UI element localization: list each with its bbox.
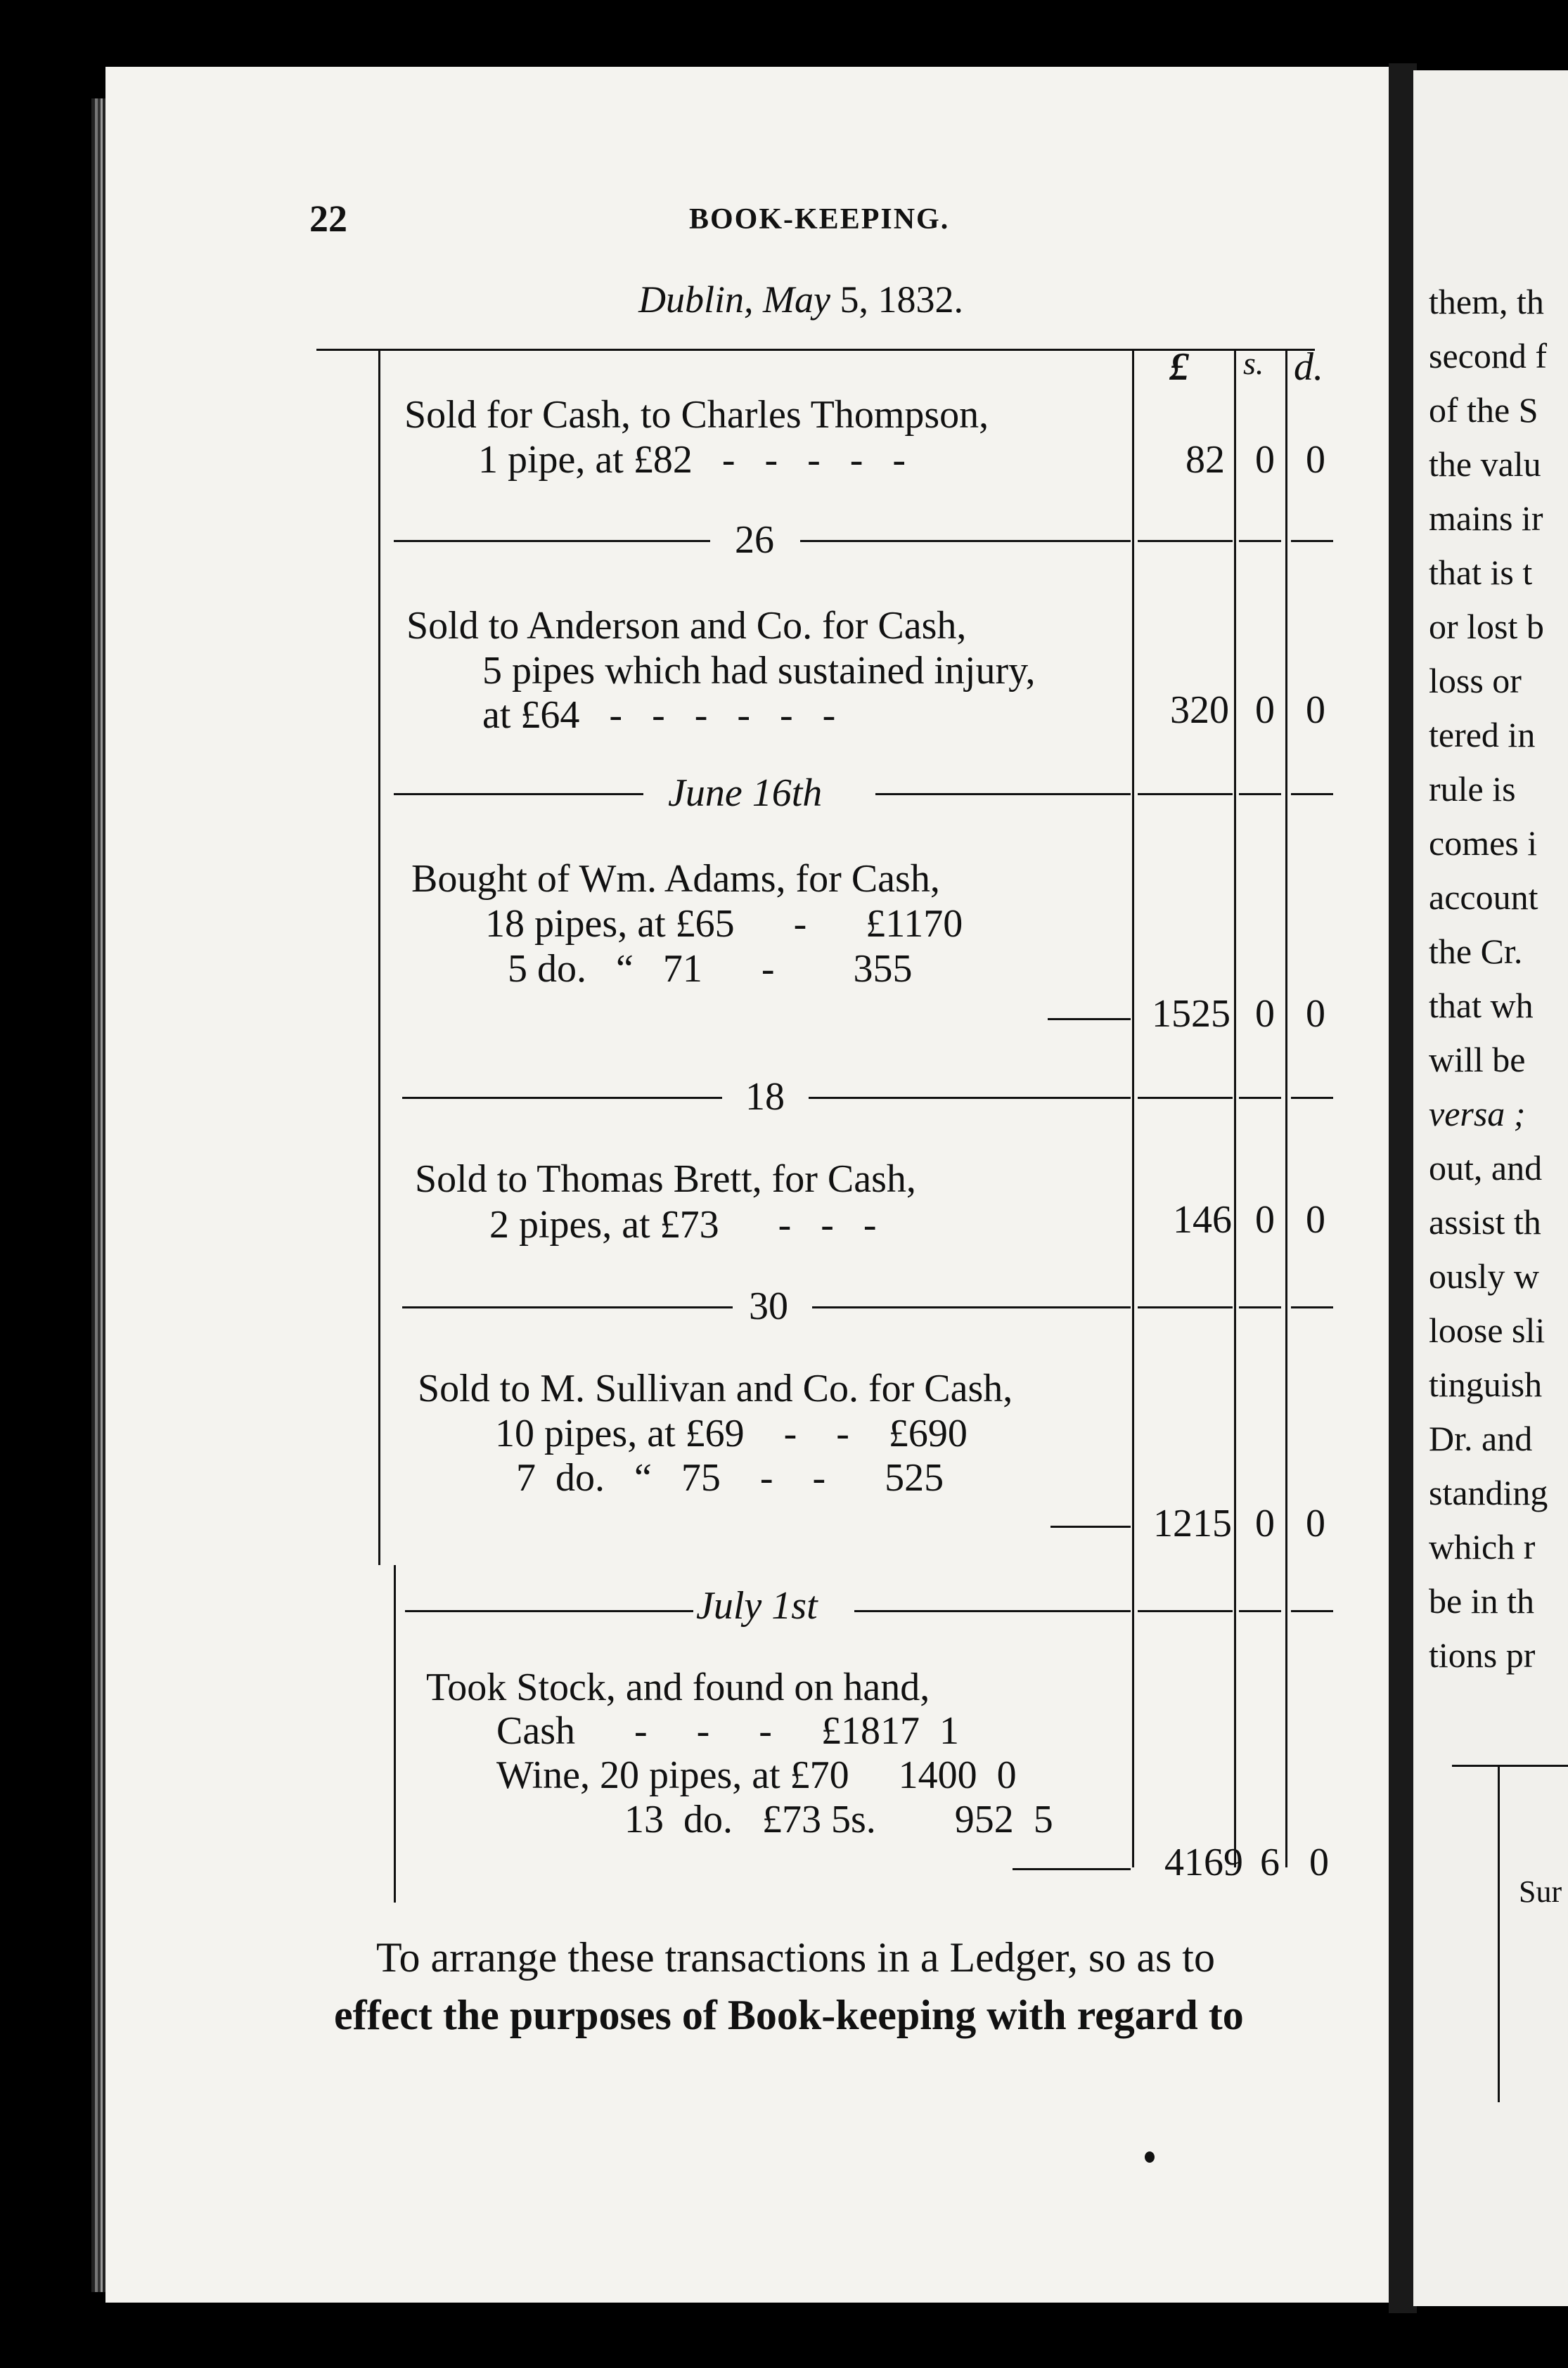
pence-column-rule: [1285, 349, 1287, 1867]
date-rule: [809, 1097, 1131, 1099]
date-rule: [1291, 1306, 1333, 1308]
dateline-city: Dublin,: [638, 278, 754, 321]
entry-line: 18 pipes, at £65 - £1170: [485, 902, 963, 946]
date-rule: [1239, 1610, 1281, 1612]
entry-pounds: 1525: [1152, 992, 1230, 1036]
facing-line: of the S: [1429, 390, 1538, 430]
facing-line: Sur: [1519, 1874, 1562, 1909]
page-gutter: [1389, 63, 1417, 2313]
entry-line: 7 do. “ 75 - - 525: [516, 1456, 944, 1500]
entry-line: 5 pipes which had sustained injury,: [482, 649, 1036, 693]
date-rule: [394, 540, 710, 542]
date-rule: [875, 793, 1131, 795]
facing-line: versa ;: [1429, 1094, 1526, 1133]
date-rule: [1291, 1610, 1333, 1612]
entry-line: Sold to M. Sullivan and Co. for Cash,: [418, 1367, 1013, 1410]
entry-line: Wine, 20 pipes, at £70 1400 0: [496, 1754, 1017, 1797]
date-rule: [1291, 793, 1333, 795]
entry-date: July 1st: [696, 1584, 818, 1628]
running-title: BOOK-KEEPING.: [689, 203, 950, 236]
date-rule: [1239, 540, 1281, 542]
facing-line: mains ir: [1429, 498, 1543, 538]
dateline-year: 5, 1832.: [840, 278, 963, 321]
date-rule: [394, 793, 643, 795]
facing-line: which r: [1429, 1527, 1536, 1566]
entry-line: 10 pipes, at £69 - - £690: [495, 1412, 968, 1455]
facing-table-rule: [1452, 1765, 1568, 1767]
entry-shillings: 6: [1260, 1841, 1280, 1884]
entry-line: 5 do. “ 71 - 355: [508, 947, 913, 991]
pounds-header: £: [1169, 345, 1189, 389]
facing-line: that wh: [1429, 986, 1534, 1025]
entry-line: Sold for Cash, to Charles Thompson,: [404, 393, 989, 437]
date-rule: [1291, 540, 1333, 542]
facing-line: ously w: [1429, 1256, 1539, 1296]
date-rule: [1138, 793, 1233, 795]
entry-line: Sold to Anderson and Co. for Cash,: [406, 604, 967, 648]
facing-line: be in th: [1429, 1581, 1534, 1621]
subtotal-rule: [1048, 1018, 1131, 1020]
entry-date: 30: [749, 1285, 788, 1328]
facing-line: tered in: [1429, 715, 1536, 754]
entry-line: Took Stock, and found on hand,: [426, 1666, 930, 1709]
amount-column-rule: [1132, 349, 1134, 1867]
shillings-header: s.: [1243, 345, 1264, 381]
facing-line: the Cr.: [1429, 932, 1523, 971]
date-rule: [1291, 1097, 1333, 1099]
subtotal-rule: [1050, 1526, 1131, 1528]
facing-table-vline: [1498, 1765, 1500, 2102]
facing-line: the valu: [1429, 444, 1541, 484]
facing-page: [1413, 70, 1568, 2306]
facing-line: them, th: [1429, 282, 1544, 321]
date-rule: [1239, 1306, 1281, 1308]
date-rule: [402, 1306, 733, 1308]
shillings-column-rule: [1234, 349, 1236, 1867]
entry-shillings: 0: [1255, 1502, 1275, 1545]
date-rule: [1138, 1610, 1233, 1612]
entry-line: at £64 - - - - - -: [482, 693, 836, 737]
entry-pence: 0: [1306, 1198, 1325, 1242]
date-rule: [1138, 1306, 1233, 1308]
facing-line: loss or: [1429, 661, 1522, 700]
entry-line: Sold to Thomas Brett, for Cash,: [415, 1157, 916, 1201]
page-dot: [1145, 2151, 1155, 2163]
date-rule: [402, 1097, 722, 1099]
entry-line: 2 pipes, at £73 - - -: [489, 1203, 877, 1247]
entry-pounds: 4169: [1164, 1841, 1243, 1884]
facing-line: that is t: [1429, 553, 1533, 592]
entry-date: June 16th: [668, 771, 823, 815]
date-rule: [854, 1610, 1131, 1612]
date-rule: [1239, 1097, 1281, 1099]
entry-pounds: 320: [1170, 688, 1229, 732]
entry-pence: 0: [1306, 688, 1325, 732]
left-margin-rule: [378, 349, 380, 1565]
entry-line: Cash - - - £1817 1: [496, 1709, 959, 1753]
entry-shillings: 0: [1255, 438, 1275, 482]
date-rule: [812, 1306, 1131, 1308]
facing-line: or lost b: [1429, 607, 1544, 646]
facing-line: tions pr: [1429, 1635, 1536, 1675]
subtotal-rule: [1013, 1868, 1131, 1870]
table-top-rule: [316, 349, 1315, 351]
facing-line: standing: [1429, 1473, 1548, 1512]
entry-pounds: 1215: [1153, 1502, 1232, 1545]
facing-line: account: [1429, 877, 1538, 917]
entry-shillings: 0: [1255, 688, 1275, 732]
entry-shillings: 0: [1255, 1198, 1275, 1242]
facing-line: will be: [1429, 1040, 1526, 1079]
facing-line: comes i: [1429, 823, 1538, 863]
date-rule: [405, 1610, 693, 1612]
footer-line: To arrange these transactions in a Ledger, so as to: [376, 1934, 1215, 1981]
facing-line: second f: [1429, 336, 1547, 375]
date-rule: [1239, 793, 1281, 795]
entry-pounds: 146: [1173, 1198, 1232, 1242]
facing-line: out, and: [1429, 1148, 1543, 1188]
entry-pence: 0: [1306, 1502, 1325, 1545]
pence-header: d.: [1294, 345, 1323, 389]
facing-line: assist th: [1429, 1202, 1541, 1242]
date-rule: [1138, 1097, 1233, 1099]
entry-date: 26: [735, 518, 774, 562]
left-margin-rule-lower: [394, 1565, 396, 1903]
entry-pounds: 82: [1185, 438, 1225, 482]
dateline-month: May: [763, 278, 830, 321]
entry-line: Bought of Wm. Adams, for Cash,: [411, 857, 940, 901]
date-rule: [800, 540, 1131, 542]
dateline: [638, 278, 963, 321]
entry-shillings: 0: [1255, 992, 1275, 1036]
entry-line: 13 do. £73 5s. 952 5: [624, 1798, 1053, 1841]
entry-pence: 0: [1309, 1841, 1329, 1884]
entry-pence: 0: [1306, 438, 1325, 482]
entry-pence: 0: [1306, 992, 1325, 1036]
footer-line: effect the purposes of Book-keeping with regard to: [334, 1992, 1244, 2038]
entry-line: 1 pipe, at £82 - - - - -: [478, 438, 906, 482]
facing-line: tinguish: [1429, 1365, 1543, 1404]
page-number: 22: [309, 198, 347, 240]
facing-line: rule is: [1429, 769, 1516, 809]
facing-line: Dr. and: [1429, 1419, 1533, 1458]
date-rule: [1138, 540, 1233, 542]
entry-date: 18: [745, 1075, 785, 1119]
facing-line: loose sli: [1429, 1311, 1545, 1350]
